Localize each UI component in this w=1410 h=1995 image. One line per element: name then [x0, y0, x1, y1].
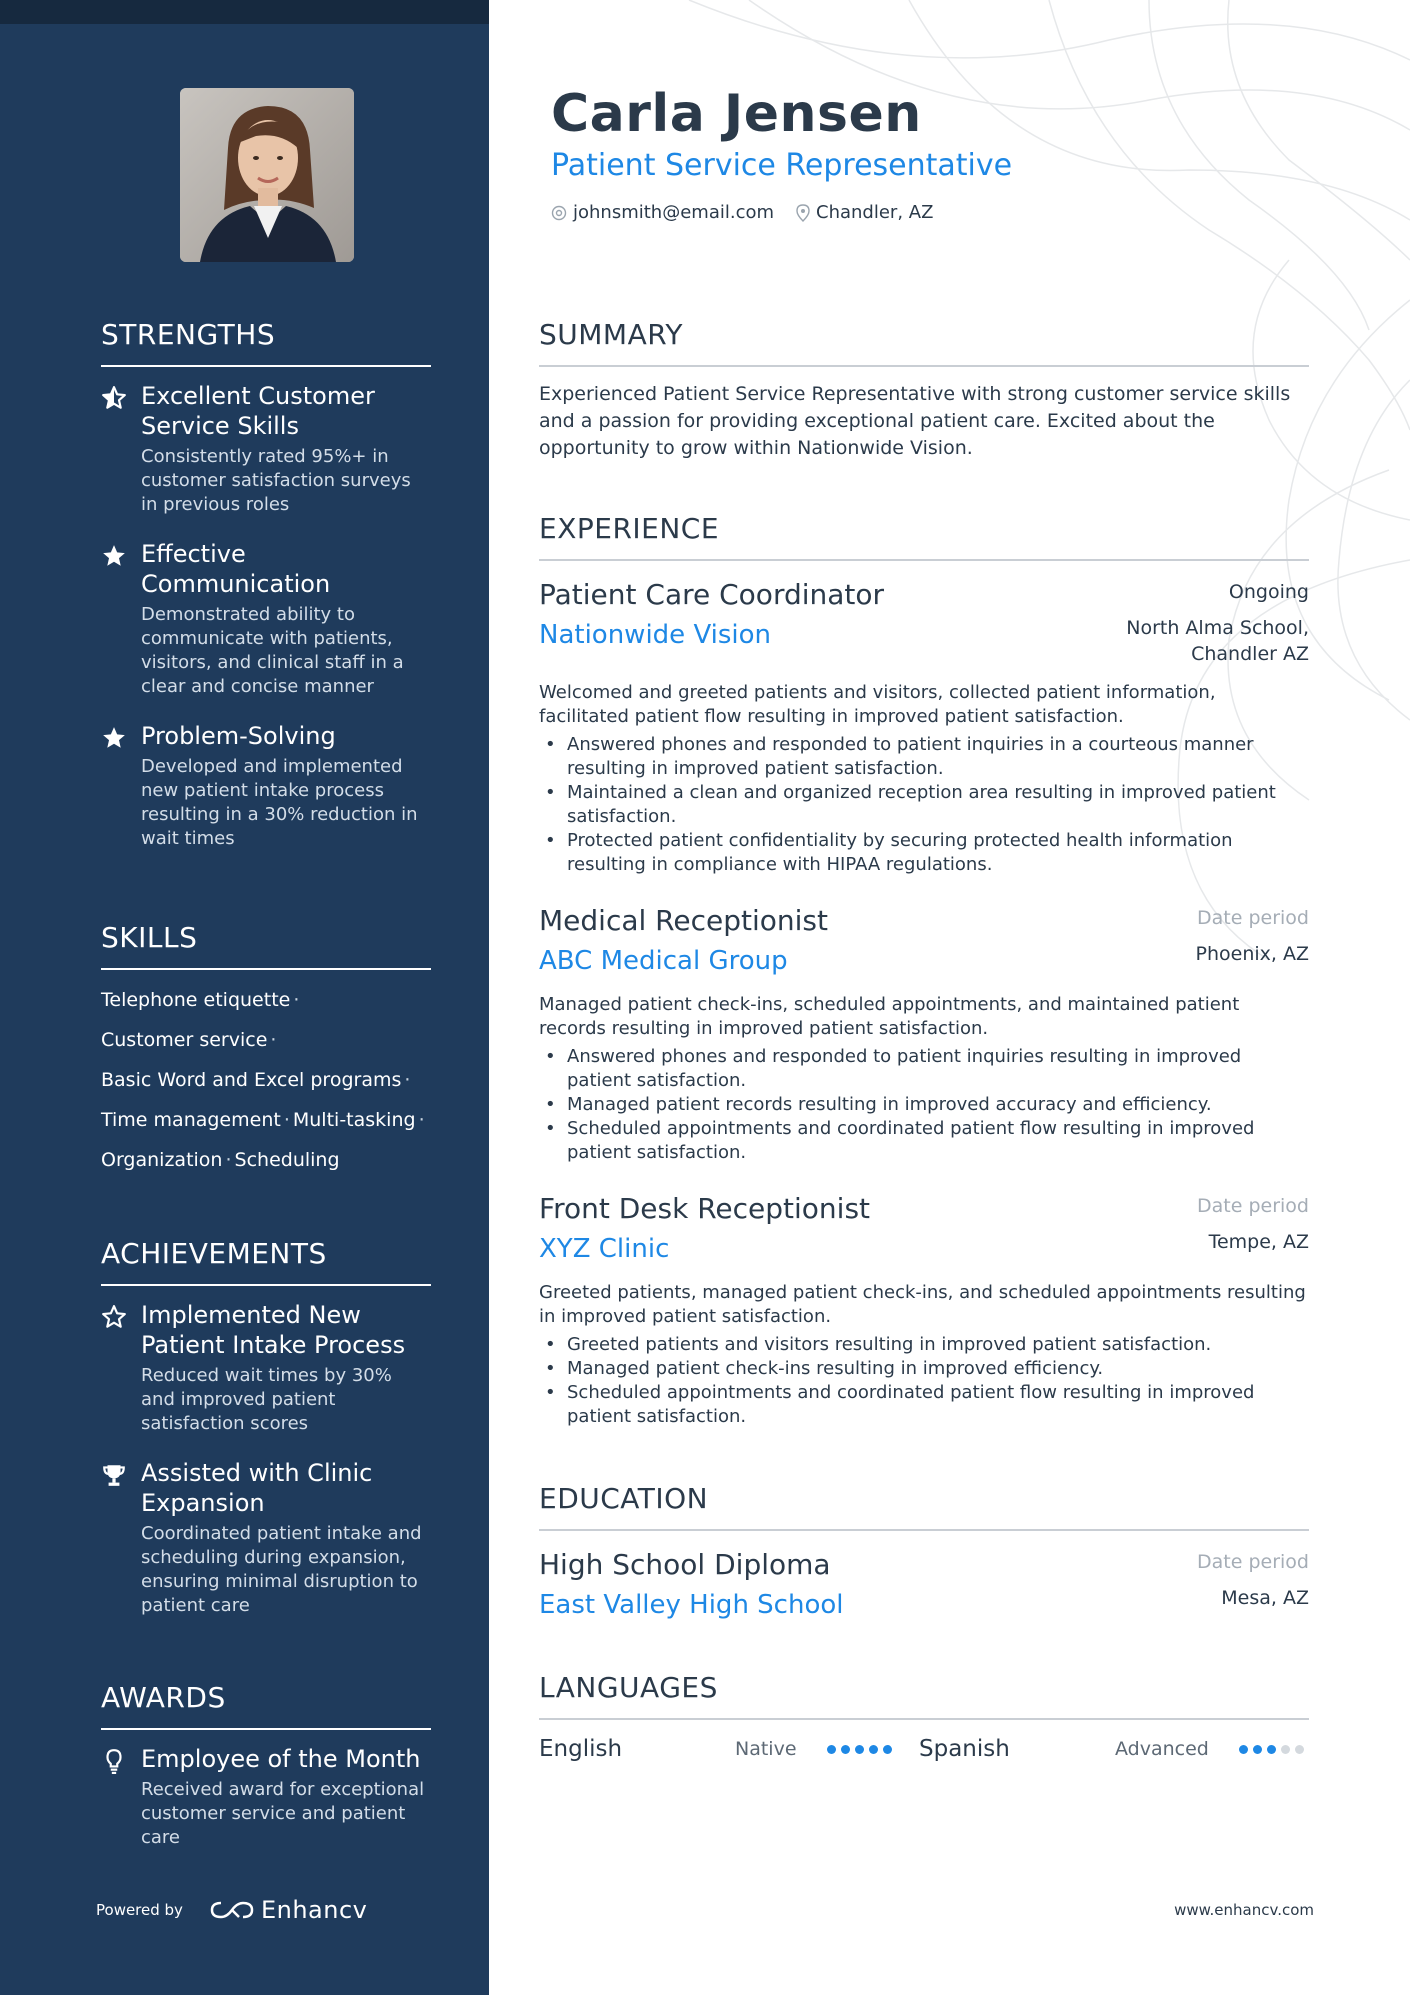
language-rating	[1239, 1745, 1309, 1754]
skill-tag: Time management	[101, 1109, 281, 1131]
rating-dot-filled	[1253, 1745, 1262, 1754]
strength-title: Effective Communication	[141, 540, 331, 598]
job-bullet: • Scheduled appointments and coordinated patient flow resulting in improved patient satisfaction.	[539, 1381, 1309, 1429]
job-bullet: • Managed patient check-ins resulting in improved efficiency.	[539, 1357, 1309, 1381]
job-entry	[539, 903, 1309, 1165]
enhancv-logo[interactable]	[209, 1896, 367, 1924]
job-bullet: • Protected patient confidentiality by securing protected health information resulting in compliance with HIPAA regulations.	[539, 829, 1309, 877]
job-bullet: • Scheduled appointments and coordinated patient flow resulting in improved patient satisfaction.	[539, 1117, 1309, 1165]
email-text: johnsmith@email.com	[573, 202, 775, 223]
education-section	[539, 1482, 1309, 1623]
language-level: Native	[735, 1738, 797, 1760]
job-date: Ongoing	[1228, 581, 1309, 603]
skill-line: Customer service ·	[101, 1029, 277, 1051]
language-name: Spanish	[919, 1736, 1010, 1762]
strength-title: Problem-Solving	[141, 722, 336, 750]
languages-section	[539, 1671, 1309, 1762]
at-icon	[551, 205, 567, 221]
achievement-item	[101, 1300, 431, 1436]
education-school: East Valley High School	[539, 1590, 844, 1620]
strength-desc: Consistently rated 95%+ in customer satisfaction surveys in previous roles	[141, 446, 411, 515]
strength-desc: Developed and implemented new patient intake process resulting in a 30% reduction in wait times	[141, 756, 418, 849]
job-bullets	[539, 1333, 1309, 1429]
achievement-desc: Coordinated patient intake and scheduling during expansion, ensuring minimal disruption to patient care	[141, 1523, 422, 1616]
education-heading: EDUCATION	[539, 1482, 1309, 1531]
skill-tag: Customer service	[101, 1029, 268, 1051]
awards-section	[101, 1681, 431, 1872]
job-bullets	[539, 733, 1309, 877]
job-location: Phoenix, AZ	[1195, 943, 1309, 965]
job-date: Date period	[1197, 907, 1309, 929]
education-date: Date period	[1197, 1551, 1309, 1573]
skills-section	[101, 921, 431, 1188]
language-level: Advanced	[1115, 1738, 1209, 1760]
strengths-heading: STRENGTHS	[101, 318, 431, 367]
job-location: Tempe, AZ	[1208, 1231, 1309, 1253]
strength-item	[101, 721, 431, 851]
trophy-icon	[101, 1462, 127, 1488]
education-degree: High School Diploma	[539, 1548, 831, 1581]
sidebar-top-bar	[0, 0, 489, 24]
skill-tag: Multi-tasking	[292, 1109, 416, 1131]
brand-name: Enhancv	[260, 1896, 368, 1924]
award-title: Employee of the Month	[141, 1745, 421, 1773]
rating-dot-filled	[855, 1745, 864, 1754]
location-pin-icon	[796, 204, 810, 222]
languages-heading: LANGUAGES	[539, 1671, 1309, 1720]
summary-section	[539, 318, 1309, 462]
language-rating	[827, 1745, 897, 1754]
achievement-desc: Reduced wait times by 30% and improved patient satisfaction scores	[141, 1365, 392, 1434]
skill-tag: Telephone etiquette	[101, 989, 291, 1011]
job-bullet: • Managed patient records resulting in improved accuracy and efficiency.	[539, 1093, 1309, 1117]
rating-dot-filled	[1239, 1745, 1248, 1754]
candidate-name: Carla Jensen	[551, 84, 922, 144]
education-location: Mesa, AZ	[1221, 1587, 1309, 1609]
star-icon	[101, 543, 127, 569]
rating-dot-empty	[1295, 1745, 1304, 1754]
job-company: Nationwide Vision	[539, 620, 772, 650]
profile-photo	[180, 88, 354, 262]
star-outline-icon	[101, 1304, 127, 1330]
job-role: Medical Receptionist	[539, 904, 828, 937]
job-role: Patient Care Coordinator	[539, 578, 885, 611]
job-entry	[539, 1191, 1309, 1429]
footer-url[interactable]: www.enhancv.com	[1174, 1901, 1314, 1919]
candidate-title: Patient Service Representative	[551, 148, 1013, 183]
languages-row	[539, 1736, 1309, 1762]
job-description: Greeted patients, managed patient check-ins, and scheduled appointments resulting in improved patient satisfaction.	[539, 1282, 1306, 1327]
language-item	[539, 1736, 919, 1762]
powered-by	[96, 1896, 367, 1924]
experience-section	[539, 512, 1309, 1455]
award-item	[101, 1744, 431, 1850]
star-icon	[101, 725, 127, 751]
rating-dot-filled	[827, 1745, 836, 1754]
job-role: Front Desk Receptionist	[539, 1192, 871, 1225]
job-company: ABC Medical Group	[539, 946, 788, 976]
job-date: Date period	[1197, 1195, 1309, 1217]
awards-heading: AWARDS	[101, 1681, 431, 1730]
rating-dot-filled	[841, 1745, 850, 1754]
summary-heading: SUMMARY	[539, 318, 1309, 367]
achievement-title: Assisted with Clinic Expansion	[141, 1459, 373, 1517]
rating-dot-filled	[1267, 1745, 1276, 1754]
powered-by-label: Powered by	[96, 1901, 183, 1919]
job-bullet: • Answered phones and responded to patient inquiries in a courteous manner resulting in improved patient satisfaction.	[539, 733, 1309, 781]
skill-tag: Scheduling	[234, 1149, 340, 1171]
summary-text: Experienced Patient Service Representative with strong customer service skills and a passion for providing exceptional patient care. Excited about the opportunity to grow within Nationwide Vision.	[539, 383, 1291, 459]
strength-desc: Demonstrated ability to communicate with patients, visitors, and clinical staff in a clear and concise manner	[141, 604, 404, 697]
rating-dot-filled	[883, 1745, 892, 1754]
skills-heading: SKILLS	[101, 921, 431, 970]
job-entry	[539, 577, 1309, 877]
enhancv-logo-icon	[209, 1898, 255, 1922]
main-content	[489, 0, 1410, 1995]
skill-line: Organization · Scheduling	[101, 1149, 340, 1171]
job-description: Welcomed and greeted patients and visitors, collected patient information, facilitated patient flow resulting in improved patient satisfaction.	[539, 682, 1216, 727]
location-text: Chandler, AZ	[816, 202, 934, 223]
language-name: English	[539, 1736, 623, 1762]
rating-dot-filled	[869, 1745, 878, 1754]
skill-line: Telephone etiquette ·	[101, 989, 300, 1011]
job-bullet: • Answered phones and responded to patient inquiries resulting in improved patient satisfaction.	[539, 1045, 1309, 1093]
contact-row	[551, 202, 955, 223]
strengths-section	[101, 318, 431, 873]
award-desc: Received award for exceptional customer service and patient care	[141, 1779, 425, 1848]
achievements-section	[101, 1237, 431, 1640]
lightbulb-icon	[101, 1748, 127, 1774]
job-bullets	[539, 1045, 1309, 1165]
job-location: North Alma School, Chandler AZ	[1126, 617, 1309, 665]
strength-item	[101, 539, 431, 699]
job-bullet: • Maintained a clean and organized reception area resulting in improved patient satisfaction.	[539, 781, 1309, 829]
job-bullet: • Greeted patients and visitors resulting in improved patient satisfaction.	[539, 1333, 1309, 1357]
language-item	[919, 1736, 1309, 1762]
skill-tag: Basic Word and Excel programs	[101, 1069, 402, 1091]
skill-line: Basic Word and Excel programs ·	[101, 1069, 411, 1091]
strength-title: Excellent Customer Service Skills	[141, 382, 375, 440]
location-contact	[796, 202, 933, 223]
skill-line: Time management · Multi-tasking ·	[101, 1109, 425, 1131]
email-contact[interactable]	[551, 202, 774, 223]
strength-item	[101, 381, 431, 517]
achievement-item	[101, 1458, 431, 1618]
rating-dot-empty	[1281, 1745, 1290, 1754]
star-half-icon	[101, 385, 127, 411]
job-company: XYZ Clinic	[539, 1234, 670, 1264]
job-description: Managed patient check-ins, scheduled appointments, and maintained patient records resulting in improved patient satisfaction.	[539, 994, 1240, 1039]
achievements-heading: ACHIEVEMENTS	[101, 1237, 431, 1286]
sidebar	[0, 0, 489, 1995]
achievement-title: Implemented New Patient Intake Process	[141, 1301, 406, 1359]
experience-heading: EXPERIENCE	[539, 512, 1309, 561]
skill-tag: Organization	[101, 1149, 223, 1171]
